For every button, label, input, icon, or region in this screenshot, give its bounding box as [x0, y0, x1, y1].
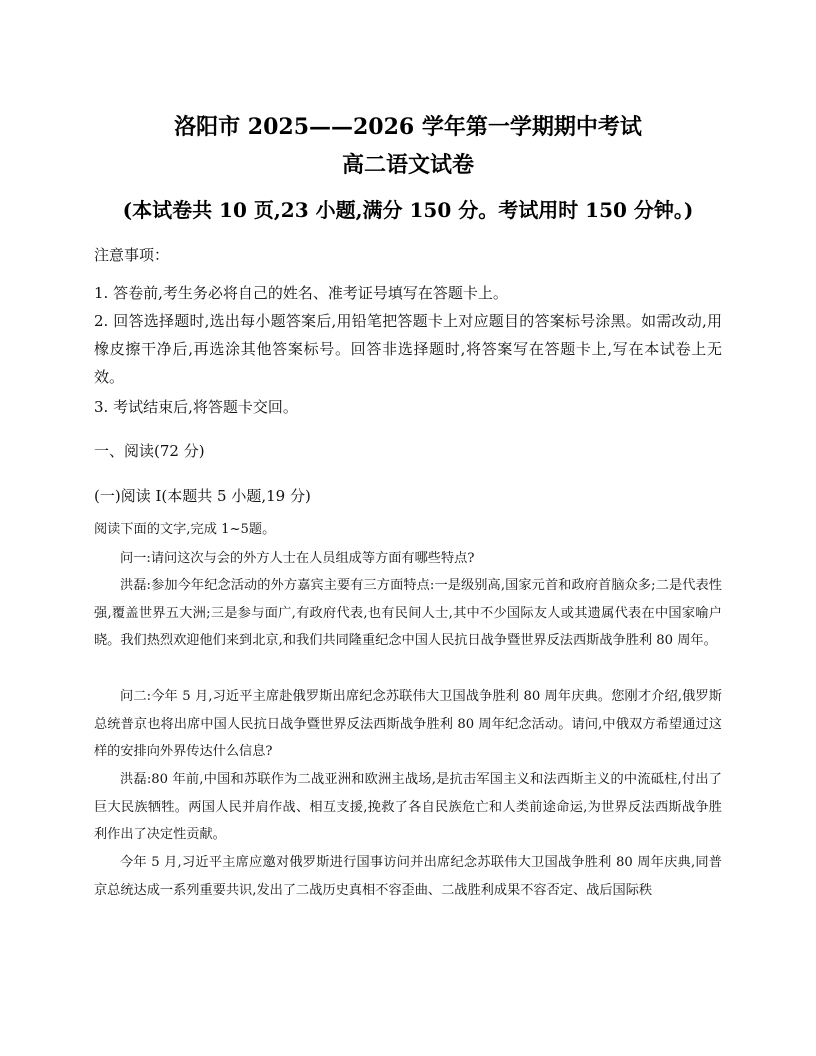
notice-item-3: 3. 考试结束后,将答题卡交回。: [94, 398, 298, 416]
passage-paragraph-1: 问一:请问这次与会的外方人士在人员组成等方面有哪些特点?: [120, 551, 475, 566]
notice-heading: 注意事项：: [94, 246, 170, 264]
exam-info: (本试卷共 10 页,23 小题,满分 150 分。考试用时 150 分钟。): [122, 198, 694, 222]
notice-item-2: 2. 回答选择题时,选出每小题答案后,用铅笔把答题卡上对应题目的答案标号涂黑。如需改动,用橡皮擦干净后,再选涂其他答案标号。回答非选择题时,将答案写在答题卡上,写在本试卷上无效。: [94, 312, 722, 386]
passage-paragraph-3: 问二:今年 5 月,习近平主席赴俄罗斯出席纪念苏联伟大卫国战争胜利 80 周年庆典。您刚才介绍,俄罗斯总统普京也将出席中国人民抗日战争暨世界反法西斯战争胜利 80 周年纪念活动。请问,中俄双方希望通过这样的安排向外界传达什么信息?: [94, 689, 722, 759]
reading-instruction: 阅读下面的文字,完成 1~5题。: [94, 522, 276, 537]
notice-item-1: 1. 答卷前,考生务必将自己的姓名、准考证号填写在答题卡上。: [94, 284, 508, 302]
section-heading: 一、阅读(72 分): [94, 442, 205, 460]
passage-paragraph-5: 今年 5 月,习近平主席应邀对俄罗斯进行国事访问并出席纪念苏联伟大卫国战争胜利 80 周年庆典,同普京总统达成一系列重要共识,发出了二战历史真相不容歪曲、二战胜利成果不容否定、战后国际秩: [94, 855, 722, 898]
passage-paragraph-2: 洪磊:参加今年纪念活动的外方嘉宾主要有三方面特点:一是级别高,国家元首和政府首脑众多;二是代表性强,覆盖世界五大洲;三是参与面广,有政府代表,也有民间人士,其中不少国际友人或其遗属代表在中国家喻户晓。我们热烈欢迎他们来到北京,和我们共同隆重纪念中国人民抗日战争暨世界反法西斯战争胜利 80 周年。: [94, 578, 722, 648]
section-sub-heading: (一)阅读 I(本题共 5 小题,19 分): [94, 487, 311, 505]
exam-subtitle: 高二语文试卷: [341, 152, 474, 178]
exam-title: 洛阳市 2025——2026 学年第一学期期中考试: [174, 114, 642, 140]
passage-paragraph-4: 洪磊:80 年前,中国和苏联作为二战亚洲和欧洲主战场,是抗击军国主义和法西斯主义的中流砥柱,付出了巨大民族牺牲。两国人民并肩作战、相互支援,挽救了各自民族危亡和人类前途命运,为世界反法西斯战争胜利作出了决定性贡献。: [94, 772, 722, 842]
